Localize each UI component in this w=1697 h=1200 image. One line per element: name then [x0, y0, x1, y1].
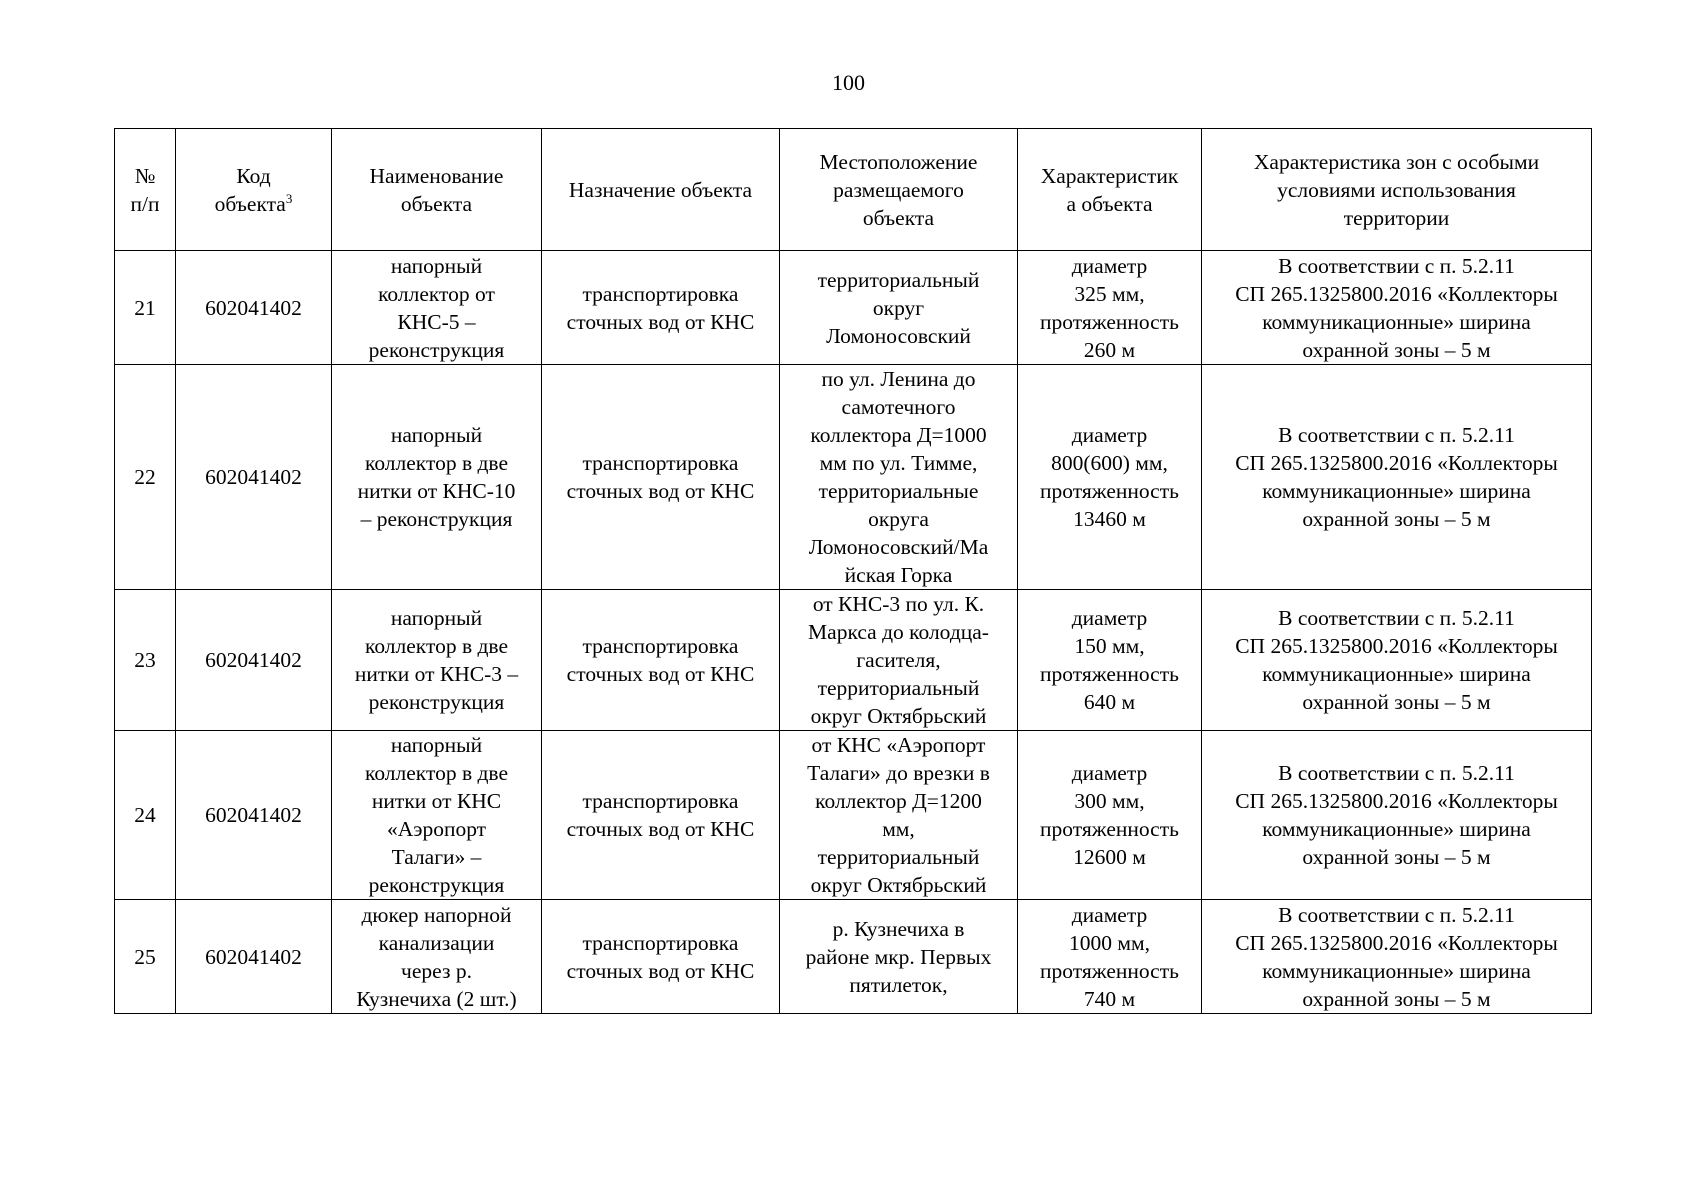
- cell-characteristics: диаметр 1000 мм, протяженность 740 м: [1018, 900, 1202, 1014]
- cell-location: по ул. Ленина до самотечного коллектора Д=1000 мм по ул. Тимме, территориальные округа Ломоносовский/Ма йская Горка: [780, 365, 1018, 590]
- header-code: Код объекта$^3$: [176, 129, 332, 251]
- table-body: [115, 251, 1592, 1014]
- header-num: № п/п: [115, 129, 176, 251]
- cell-purpose: транспортировка сточных вод от КНС: [542, 251, 780, 365]
- cell-num: 25: [115, 900, 176, 1014]
- page-number: 100: [832, 70, 865, 95]
- cell-zones: В соответствии с п. 5.2.11 СП 265.1325800.2016 «Коллекторы коммуникационные» ширина охранной зоны – 5 м: [1202, 731, 1592, 900]
- table-row: [115, 251, 1592, 365]
- cell-code: 602041402: [176, 365, 332, 590]
- cell-name: напорный коллектор в две нитки от КНС-10 – реконструкция: [332, 365, 542, 590]
- cell-zones: В соответствии с п. 5.2.11 СП 265.1325800.2016 «Коллекторы коммуникационные» ширина охранной зоны – 5 м: [1202, 900, 1592, 1014]
- header-row: [115, 129, 1592, 251]
- header-zones: Характеристика зон с особыми условиями использования территории: [1202, 129, 1592, 251]
- footnote-marker: 3: [285, 190, 293, 206]
- cell-num: 22: [115, 365, 176, 590]
- cell-name: напорный коллектор от КНС-5 – реконструкция: [332, 251, 542, 365]
- cell-zones: В соответствии с п. 5.2.11 СП 265.1325800.2016 «Коллекторы коммуникационные» ширина охранной зоны – 5 м: [1202, 590, 1592, 731]
- cell-code: 602041402: [176, 590, 332, 731]
- table-row: [115, 900, 1592, 1014]
- cell-purpose: транспортировка сточных вод от КНС: [542, 365, 780, 590]
- cell-zones: В соответствии с п. 5.2.11 СП 265.1325800.2016 «Коллекторы коммуникационные» ширина охранной зоны – 5 м: [1202, 365, 1592, 590]
- cell-num: 24: [115, 731, 176, 900]
- cell-location: территориальный округ Ломоносовский: [780, 251, 1018, 365]
- header-characteristics: Характеристик а объекта: [1018, 129, 1202, 251]
- cell-characteristics: диаметр 325 мм, протяженность 260 м: [1018, 251, 1202, 365]
- table-row: [115, 365, 1592, 590]
- cell-location: от КНС «Аэропорт Талаги» до врезки в коллектор Д=1200 мм, территориальный округ Октябрьский: [780, 731, 1018, 900]
- table-header: [115, 129, 1592, 251]
- cell-purpose: транспортировка сточных вод от КНС: [542, 590, 780, 731]
- cell-characteristics: диаметр 150 мм, протяженность 640 м: [1018, 590, 1202, 731]
- header-name: Наименование объекта: [332, 129, 542, 251]
- cell-characteristics: диаметр 300 мм, протяженность 12600 м: [1018, 731, 1202, 900]
- cell-location: р. Кузнечиха в районе мкр. Первых пятилеток,: [780, 900, 1018, 1014]
- cell-zones: В соответствии с п. 5.2.11 СП 265.1325800.2016 «Коллекторы коммуникационные» ширина охранной зоны – 5 м: [1202, 251, 1592, 365]
- table-row: [115, 590, 1592, 731]
- cell-purpose: транспортировка сточных вод от КНС: [542, 900, 780, 1014]
- header-location: Местоположение размещаемого объекта: [780, 129, 1018, 251]
- cell-characteristics: диаметр 800(600) мм, протяженность 13460 м: [1018, 365, 1202, 590]
- cell-name: напорный коллектор в две нитки от КНС-3 – реконструкция: [332, 590, 542, 731]
- cell-num: 21: [115, 251, 176, 365]
- cell-name: дюкер напорной канализации через р. Кузнечиха (2 шт.): [332, 900, 542, 1014]
- cell-code: 602041402: [176, 251, 332, 365]
- table-row: [115, 731, 1592, 900]
- objects-table: [114, 128, 1592, 1014]
- cell-location: от КНС-3 по ул. К. Маркса до колодца- гасителя, территориальный округ Октябрьский: [780, 590, 1018, 731]
- cell-code: 602041402: [176, 731, 332, 900]
- cell-name: напорный коллектор в две нитки от КНС «Аэропорт Талаги» – реконструкция: [332, 731, 542, 900]
- cell-purpose: транспортировка сточных вод от КНС: [542, 731, 780, 900]
- cell-num: 23: [115, 590, 176, 731]
- cell-code: 602041402: [176, 900, 332, 1014]
- header-purpose: Назначение объекта: [542, 129, 780, 251]
